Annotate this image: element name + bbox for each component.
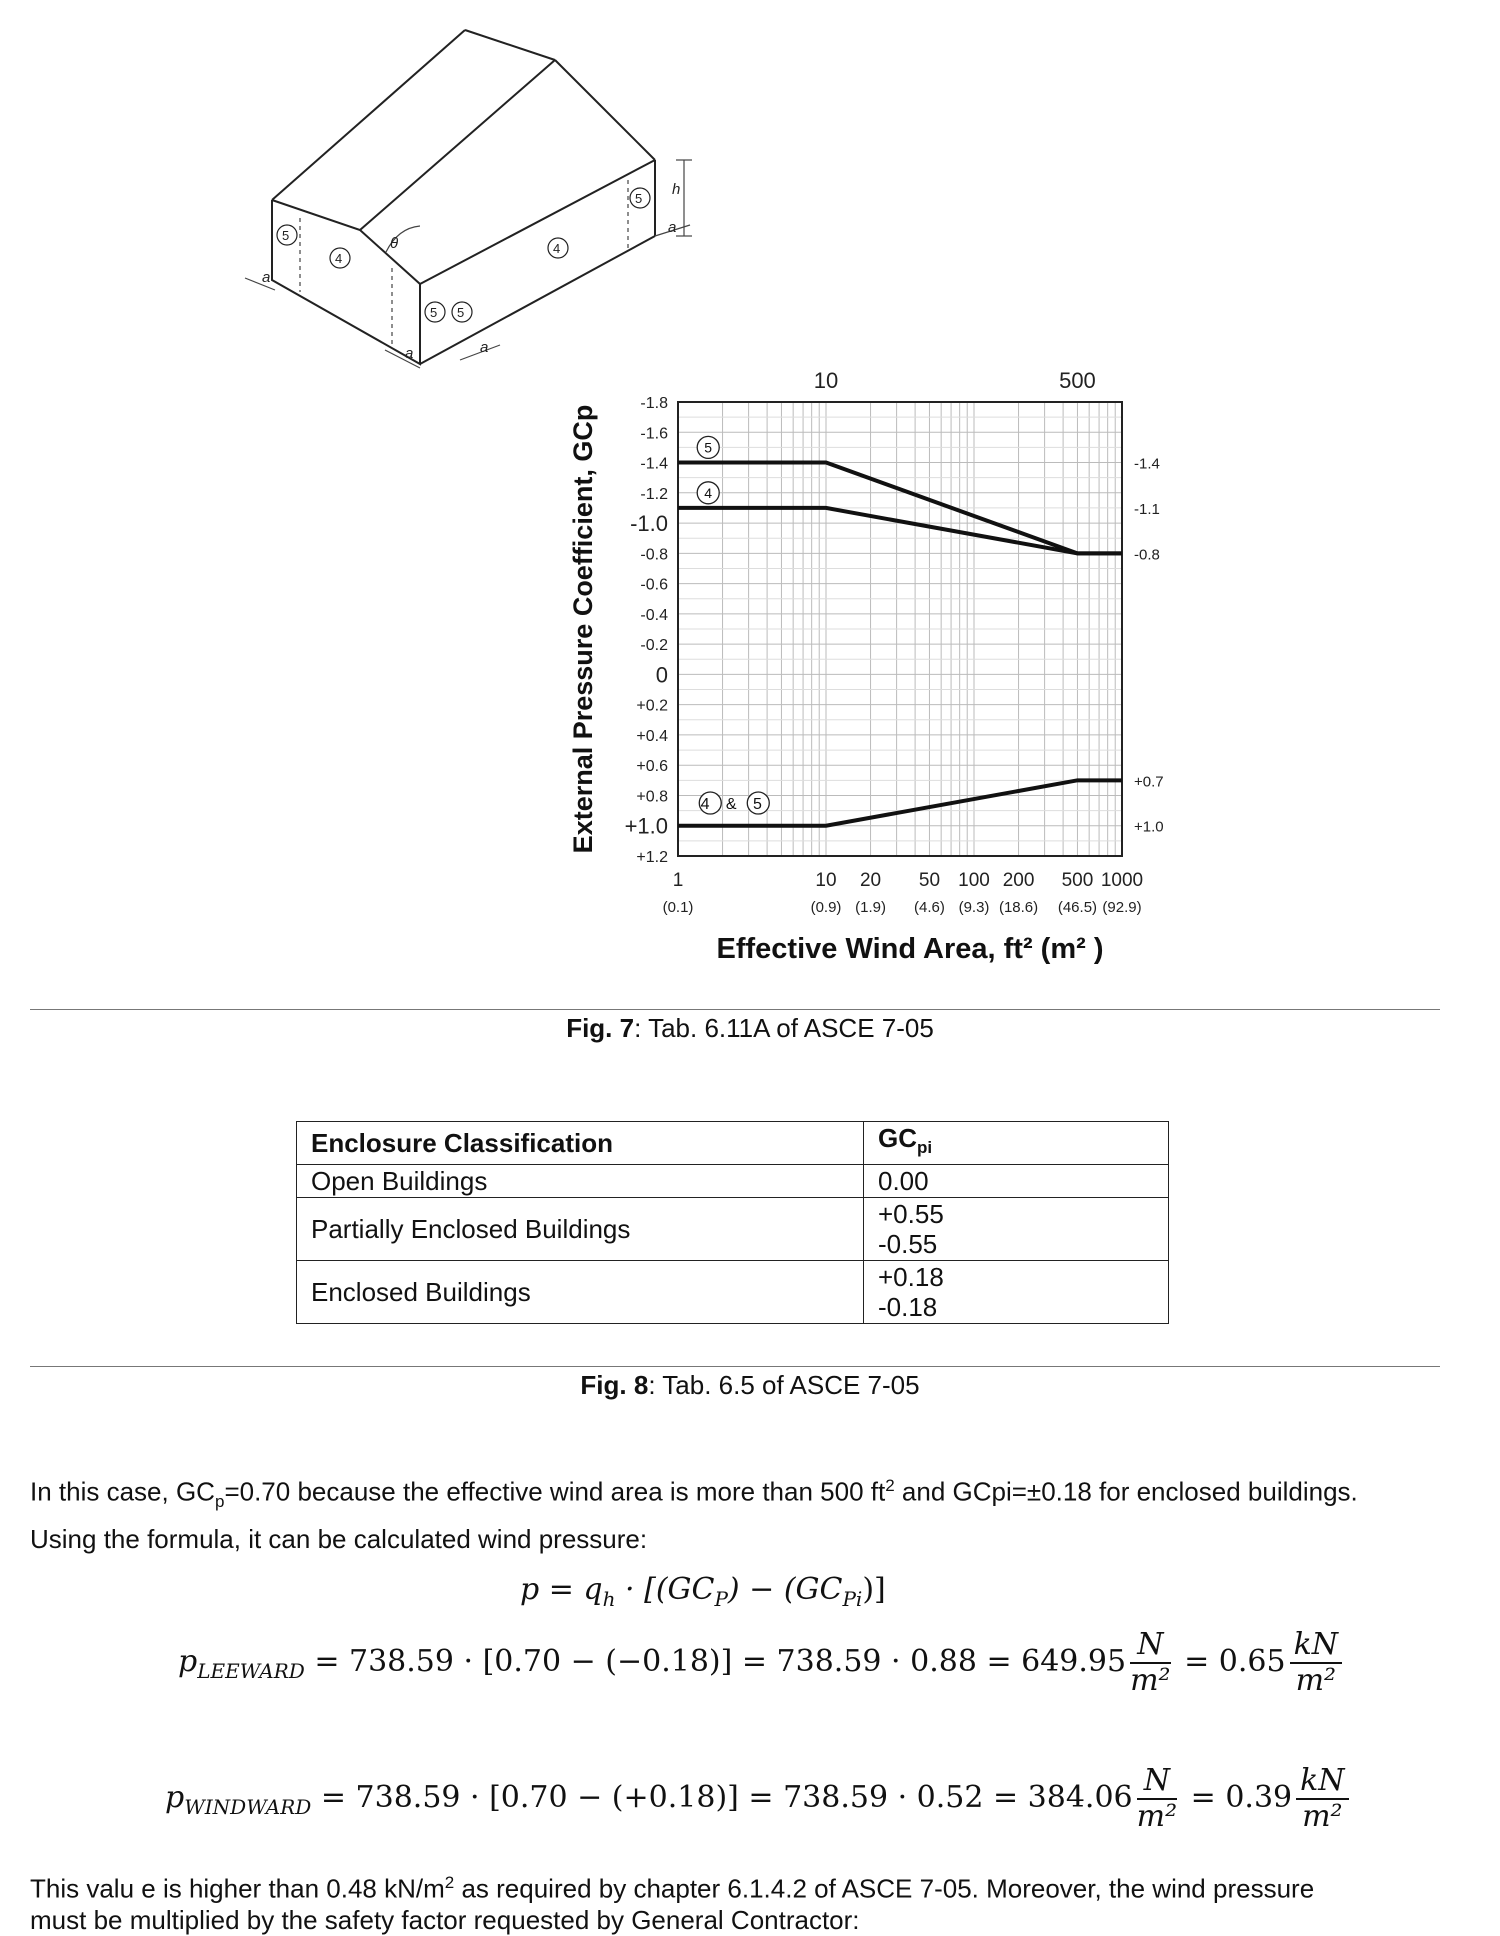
formula-general: $p = q_h \cdot [(GC_P) - (GC_{Pi})]$	[520, 1572, 886, 1611]
y-tick-label: -1.8	[640, 395, 668, 412]
figure8-caption-number: 8	[633, 1370, 649, 1400]
table-header-gcpi: $GC_{pi}$	[864, 1122, 1169, 1165]
figure8-caption	[0, 1370, 1500, 1401]
y-tick-label: -0.4	[640, 606, 668, 624]
x-tick-label: 100	[958, 870, 990, 891]
x-tick-label-metric: (9.3)	[958, 899, 990, 916]
top-tick-label: 500	[1059, 368, 1096, 393]
a-label-1: a	[262, 269, 271, 286]
table-cell-classification: Open Buildings	[297, 1165, 864, 1198]
table-row	[297, 1261, 1169, 1324]
gcp-chart	[0, 360, 1500, 990]
formula-windward: $p_{WINDWARD} = 738.59 \cdot [0.70 - (+0.18)] = 738.59 \cdot 0.52 = 384.06$ $\frac{N}{\text{m²}}$ = 0.39 $\frac{kN}{\text{m²}}$	[165, 1764, 1353, 1834]
figure8-caption-prefix: Fig.	[580, 1370, 627, 1400]
paragraph-conclusion: This valu e is higher than 0.48 $kN/m^2$ as required by chapter 6.1.4.2 of ASCE 7-05. Moreover, the wind pressure must be multiplied by the safety factor requested by General Contractor:	[30, 1873, 1315, 1935]
y-axis-title: External Pressure Coefficient, GCp	[568, 404, 598, 854]
table-row	[297, 1198, 1169, 1261]
table-cell-classification: Enclosed Buildings	[297, 1261, 864, 1324]
zone-label-4a: 4	[335, 251, 343, 266]
figure8-caption-text: : Tab. 6.5 of ASCE 7-05	[648, 1370, 920, 1400]
table-header-row	[297, 1122, 1169, 1165]
x-tick-label: 1	[672, 870, 684, 891]
x-tick-label: 20	[859, 870, 882, 891]
y-tick-label: -1.0	[630, 511, 668, 537]
right-value-label: -1.1	[1134, 500, 1160, 518]
table-cell-value: +0.55 -0.55	[864, 1198, 1169, 1261]
series-annotation: 4 & 5	[700, 796, 768, 814]
right-value-label: +0.7	[1134, 773, 1164, 791]
y-tick-label: +0.8	[636, 788, 668, 806]
table-row	[297, 1165, 1169, 1198]
x-tick-label-metric: (92.9)	[1102, 899, 1142, 916]
h-label: h	[672, 181, 681, 198]
y-tick-label: +0.2	[636, 697, 668, 715]
x-tick-label: 10	[815, 870, 837, 891]
zone-label-5b: 5	[430, 305, 438, 320]
table-cell-classification: Partially Enclosed Buildings	[297, 1198, 864, 1261]
figure7-caption	[0, 1013, 1500, 1044]
x-tick-label-metric: (18.6)	[998, 899, 1039, 916]
series-annotation: 4	[704, 484, 713, 501]
table-header-classification: Enclosure Classification	[297, 1122, 864, 1165]
x-tick-label: 200	[1002, 870, 1035, 891]
figure7-rule	[30, 1009, 1440, 1010]
paragraph-gcp: In this case, $GC_p=0.70$ because the effective wind area is more than 500 $ft^2$ and GCpi=±0.18 for enclosed buildings.	[30, 1476, 1358, 1511]
x-tick-label-metric: (4.6)	[914, 899, 945, 916]
series-annotation: 5	[704, 439, 713, 456]
building-zone-diagram	[0, 0, 1500, 380]
right-value-label: -0.8	[1134, 546, 1160, 564]
zone-label-5a: 5	[282, 228, 290, 243]
y-tick-label: +0.4	[636, 727, 668, 745]
zone-label-5d: 5	[635, 191, 643, 206]
right-value-label: +1.0	[1134, 818, 1164, 836]
table-cell-value: 0.00	[864, 1165, 1169, 1198]
zone-label-4b: 4	[553, 241, 561, 256]
right-value-label: -1.4	[1134, 455, 1160, 473]
x-tick-label: 50	[918, 870, 941, 891]
y-tick-label: +0.6	[636, 758, 668, 776]
enclosure-table	[296, 1121, 1169, 1324]
x-tick-label-metric: (46.5)	[1057, 899, 1098, 916]
x-tick-label: 500	[1061, 870, 1094, 891]
a-label-2: a	[405, 345, 414, 362]
y-tick-label: +1.2	[636, 849, 668, 866]
y-tick-label: -1.4	[640, 455, 668, 473]
a-label-4: a	[668, 219, 677, 236]
theta-label: θ	[390, 235, 399, 252]
formula-leeward: $p_{LEEWARD} = 738.59 \cdot [0.70 - (-0.18)] = 738.59 \cdot 0.88 = 649.95$ $\frac{N}{\text{m²}}$ = 0.65 $\frac{kN}{\text{m²}}$	[178, 1628, 1346, 1698]
y-tick-label: -0.6	[640, 576, 668, 594]
figure7-caption-text: : Tab. 6.11A of ASCE 7-05	[634, 1013, 934, 1043]
y-tick-label: -0.8	[640, 546, 668, 564]
paragraph-formula-intro: Using the formula, it can be calculated wind pressure:	[30, 1524, 648, 1554]
zone-label-5c: 5	[457, 305, 465, 320]
figure7-caption-number: 7	[619, 1013, 635, 1043]
figure8-rule	[30, 1366, 1440, 1367]
figure7-caption-prefix: Fig.	[566, 1013, 613, 1043]
y-tick-label: +1.0	[624, 813, 668, 839]
table-cell-value: +0.18 -0.18	[864, 1261, 1169, 1324]
x-tick-label-metric: (1.9)	[855, 899, 886, 916]
x-tick-label-metric: (0.1)	[662, 899, 694, 916]
x-tick-label: 1000	[1100, 870, 1144, 891]
x-axis-title: Effective Wind Area, ft² (m² )	[716, 933, 1104, 965]
y-tick-label: -0.2	[640, 637, 668, 655]
y-tick-label: 0	[655, 662, 668, 688]
a-label-3: a	[480, 339, 489, 356]
y-tick-label: -1.6	[640, 425, 668, 443]
x-tick-label-metric: (0.9)	[810, 899, 842, 916]
y-tick-label: -1.2	[640, 485, 668, 503]
top-tick-label: 10	[813, 368, 839, 393]
